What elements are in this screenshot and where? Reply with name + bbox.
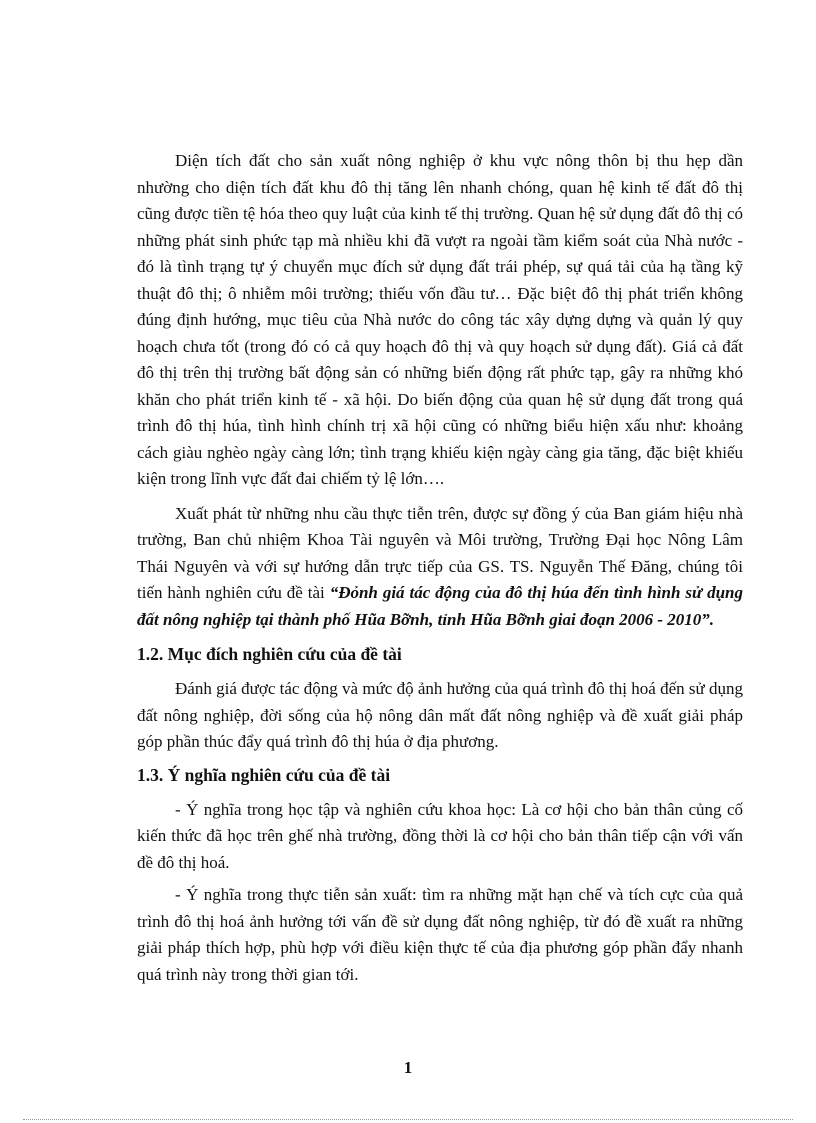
- section-heading-significance: 1.3. Ý nghĩa nghiên cứu của đề tài: [137, 764, 391, 785]
- section-heading-objectives: 1.2. Mục đích nghiên cứu của đề tài: [137, 644, 402, 664]
- intro-paragraph: Diện tích đất cho sản xuất nông nghiệp ở khu vực nông thôn bị thu hẹp dần nhường cho diện tích đất khu đô thị tăng lên nhanh chóng, quan hệ kinh tế đất đô thị cũng được tiền tệ hóa theo quy luật của kinh tế thị trường. Quan hệ sử dụng đất đô thị có những phát sinh phức tạp mà nhiều khi đã vượt ra ngoài tầm kiểm soát của Nhà nước - đó là tình trạng tự ý chuyển mục đích sử dụng đất trái phép, sự quá tải của hạ tầng kỹ thuật đô thị; ô nhiễm môi trường; thiếu vốn đầu tư… Đặc biệt đô thị phát triển không đúng định hướng, mục tiêu của Nhà nước do công tác xây dựng dựng và quản lý quy hoạch chưa tốt (trong đó có cả quy hoạch đô thị và quy hoạch sử dụng đất). Giá cả đất đô thị trên thị trường bất động sản có những biến động rất phức tạp, gây ra những khó khăn cho phát triển kinh tế - xã hội. Do biến động của quan hệ sử dụng đất trong quá trình đô thị húa, tình hình chính trị xã hội cũng có những biểu hiện xấu như: khoảng cách giàu nghèo ngày càng lớn; tình trạng khiếu kiện ngày càng gia tăng, đặc biệt khiếu kiện trong lĩnh vực đất đai chiếm tỷ lệ lớn….: [137, 151, 743, 488]
- page-number: 1: [403, 1058, 413, 1077]
- significance-academic-paragraph: - Ý nghĩa trong học tập và nghiên cứu khoa học: Là cơ hội cho bản thân củng cố kiến thức đã học trên ghế nhà trường, đồng thời là cơ hội cho bản thân tiếp cận với vấn đề đô thị hoá.: [137, 799, 743, 872]
- significance-practical-paragraph: - Ý nghĩa trong thực tiễn sản xuất: tìm ra những mặt hạn chế và tích cực của quả trình đô thị hoá ảnh hưởng tới vấn đề sử dụng đất nông nghiệp, từ đó đề xuất ra những giải pháp thích hợp, phù hợp với điều kiện thực tế của địa phương góp phần đẩy nhanh quá trình này trong thời gian tới.: [137, 885, 743, 984]
- page-bottom-divider: [23, 1119, 793, 1120]
- research-topic-paragraph: [137, 501, 743, 634]
- document-page: [137, 148, 743, 988]
- objectives-paragraph: Đánh giá được tác động và mức độ ảnh hưởng của quá trình đô thị hoá đến sử dụng đất nông nghiệp, đời sống của hộ nông dân mất đất nông nghiệp và đề xuất giải pháp góp phần thúc đẩy quá trình đô thị húa ở địa phương.: [137, 679, 743, 751]
- research-topic-intro: Xuất phát từ những nhu cầu thực tiễn trên, được sự đồng ý của Ban giám hiệu nhà trường, Ban chủ nhiệm Khoa Tài nguyên và Môi trường, Trường Đại học Nông Lâm Thái Nguyên và với sự hướng dẫn trực tiếp của GS. TS. Nguyễn Thế Đăng, chúng tôi tiến hành nghiên cứu đề tài: [137, 503, 743, 602]
- research-topic-title: “Đỏnh giá tác động của đô thị húa đến tình hình sử dụng đất nông nghiệp tại thành phố Hũa Bỡnh, tỉnh Hũa Bỡnh giai đoạn 2006 - 2010”.: [137, 583, 743, 629]
